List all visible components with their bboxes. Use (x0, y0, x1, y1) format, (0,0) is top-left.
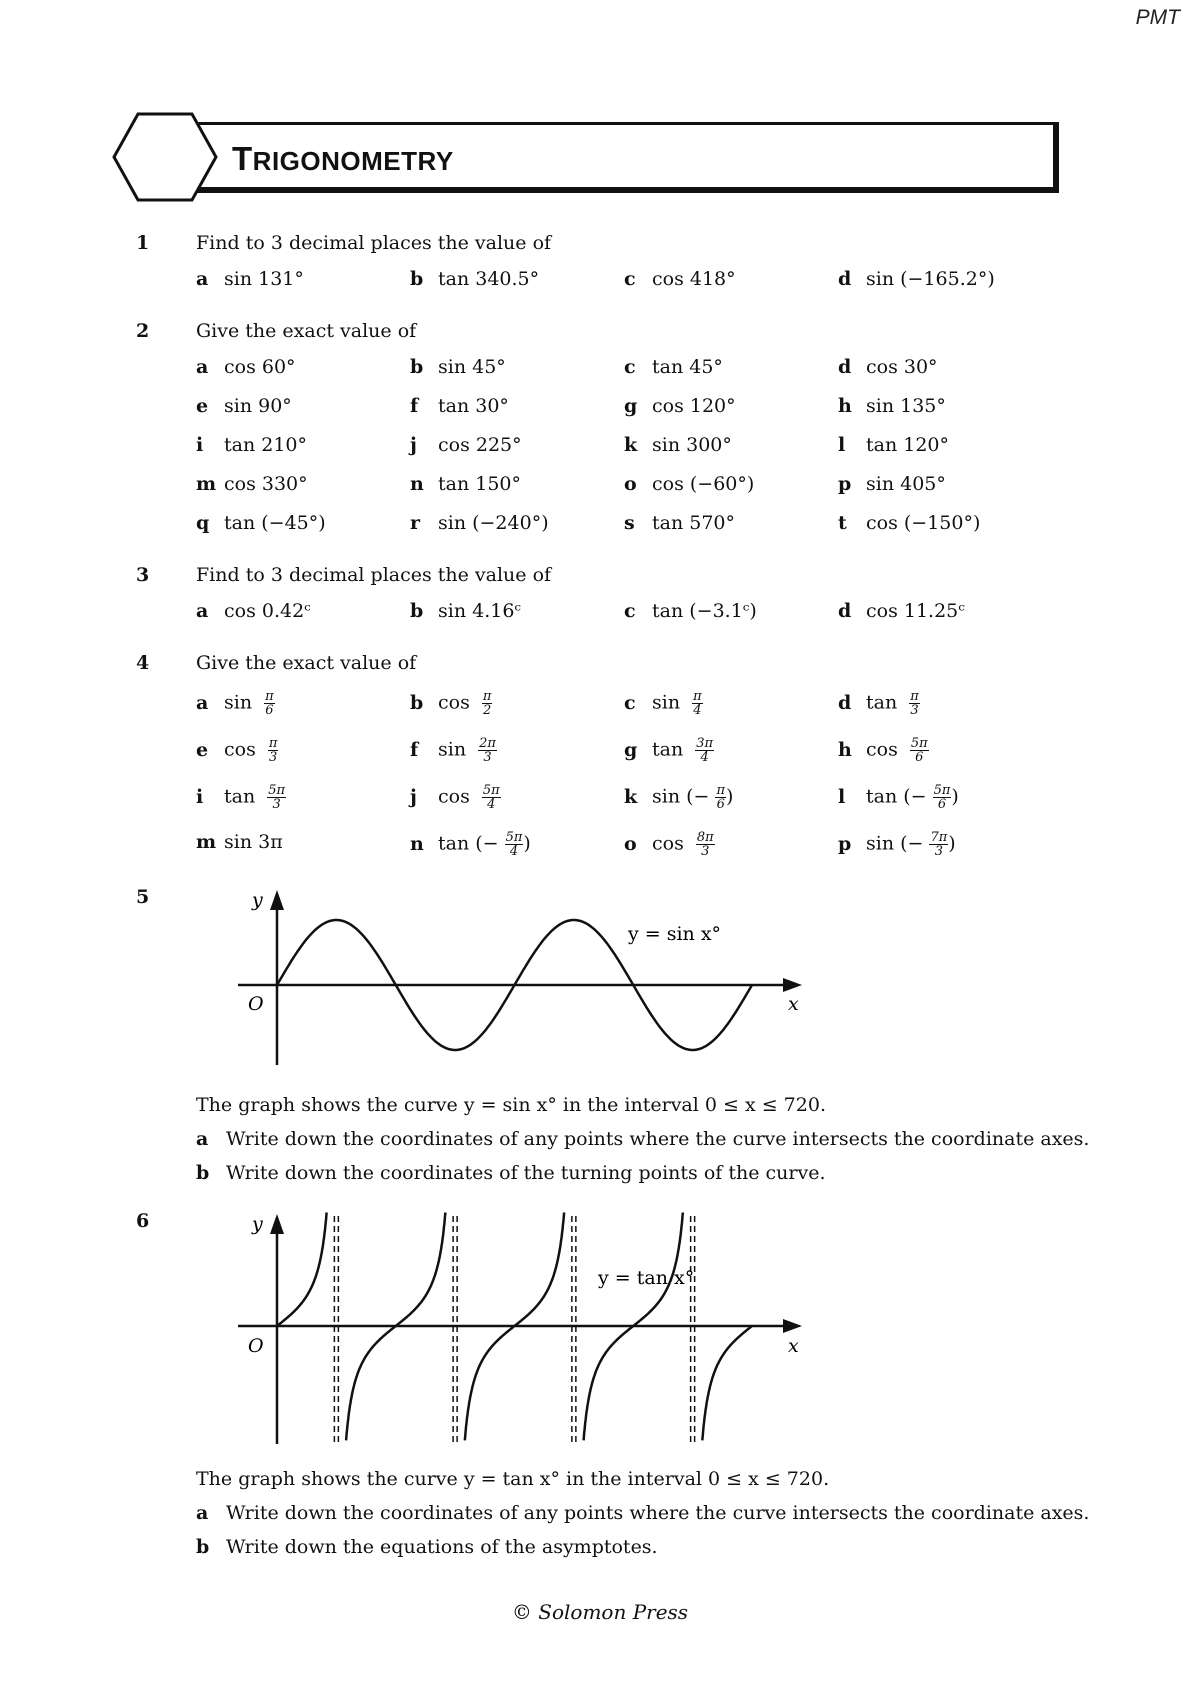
fraction: $\frac{3\pi}{4}$ (696, 736, 714, 765)
question-1-parts (0, 268, 1200, 298)
y-axis-arrow-icon (270, 1214, 284, 1234)
y-axis-arrow-icon (270, 890, 284, 910)
fraction: $\frac{\pi}{6}$ (716, 783, 726, 812)
part-item: q tan (−45°) (196, 512, 326, 534)
question-text: The graph shows the curve y = sin x° in the interval 0 ≤ x ≤ 720. (196, 1094, 826, 1116)
part-item: t cos (−150°) (838, 512, 981, 534)
part-item: m sin 3π (196, 831, 283, 853)
part-item: d tan $\frac{\pi}{3}$ (838, 689, 919, 718)
tangent-branch (702, 1326, 752, 1440)
fraction: $\frac{5\pi}{3}$ (268, 783, 286, 812)
part-item: g tan $\frac{3\pi}{4}$ (624, 736, 714, 765)
fraction: $\frac{\pi}{4}$ (693, 689, 702, 718)
part-item: m cos 330° (196, 473, 308, 495)
fraction: $\frac{5\pi}{6}$ (933, 783, 951, 812)
part-item: c sin $\frac{\pi}{4}$ (624, 689, 702, 718)
part-item: i tan 210° (196, 434, 308, 456)
part-item: p sin (− $\frac{7\pi}{3}$ ) (838, 830, 956, 859)
part-item: a Write down the coordinates of any points where the curve intersects the coordinate axes. (196, 1502, 1090, 1524)
origin-label: O (248, 993, 264, 1015)
part-item: b sin 4.16ᶜ (410, 600, 521, 622)
part-item: h cos $\frac{5\pi}{6}$ (838, 736, 928, 765)
y-axis-label: y (252, 1213, 263, 1235)
part-item: a cos 60° (196, 356, 296, 378)
part-item: h sin 135° (838, 395, 946, 417)
fraction: $\frac{\pi}{3}$ (268, 736, 278, 765)
part-item: c tan 45° (624, 356, 723, 378)
part-item: d cos 11.25ᶜ (838, 600, 965, 622)
part-item: o cos (−60°) (624, 473, 755, 495)
sine-graph (230, 880, 810, 1070)
part-item: n tan (− $\frac{5\pi}{4}$ ) (410, 830, 531, 859)
part-item: s tan 570° (624, 512, 736, 534)
question-3-parts (0, 600, 1200, 630)
fraction: $\frac{\pi}{2}$ (482, 689, 492, 718)
asymptotes (334, 1216, 694, 1442)
tangent-branch (277, 1213, 327, 1327)
curve-label: y = sin x° (628, 923, 722, 945)
x-axis-arrow-icon (783, 978, 802, 992)
x-axis-arrow-icon (783, 1319, 802, 1333)
question-number: 6 (136, 1210, 150, 1232)
x-axis-label: x (788, 993, 799, 1015)
footer-copyright: © Solomon Press (511, 1600, 689, 1624)
curve-label: y = tan x° (598, 1267, 695, 1289)
fraction: $\frac{5\pi}{4}$ (482, 783, 500, 812)
part-item: j cos 225° (410, 434, 522, 456)
part-item: o cos $\frac{8\pi}{3}$ (624, 830, 714, 859)
part-item: e cos $\frac{\pi}{3}$ (196, 736, 278, 765)
tangent-graph (230, 1204, 810, 1454)
part-item: g cos 120° (624, 395, 736, 417)
fraction: $\frac{5\pi}{6}$ (910, 736, 928, 765)
question-number: 1 (136, 232, 150, 254)
part-item: k sin 300° (624, 434, 732, 456)
question-number: 5 (136, 886, 150, 908)
hexagon-icon (110, 110, 220, 205)
fraction: $\frac{\pi}{3}$ (910, 689, 919, 718)
part-item: a sin $\frac{\pi}{6}$ (196, 689, 274, 718)
part-item: c tan (−3.1ᶜ) (624, 600, 757, 622)
question-text: Find to 3 decimal places the value of (196, 232, 552, 254)
page-title: TRIGONOMETRY (232, 140, 454, 177)
part-item: f tan 30° (410, 395, 509, 417)
origin-label: O (248, 1335, 264, 1357)
part-item: b Write down the coordinates of the turning points of the curve. (196, 1162, 826, 1184)
part-item: b Write down the equations of the asymptotes. (196, 1536, 658, 1558)
part-item: a sin 131° (196, 268, 304, 290)
question-number: 3 (136, 564, 150, 586)
part-item: r sin (−240°) (410, 512, 549, 534)
part-item: a cos 0.42ᶜ (196, 600, 311, 622)
part-item: p sin 405° (838, 473, 946, 495)
question-number: 4 (136, 652, 150, 674)
part-item: i tan $\frac{5\pi}{3}$ (196, 783, 286, 812)
question-text: The graph shows the curve y = tan x° in the interval 0 ≤ x ≤ 720. (196, 1468, 830, 1490)
part-item: b tan 340.5° (410, 268, 540, 290)
fraction: $\frac{\pi}{6}$ (265, 689, 274, 718)
part-item: l tan 120° (838, 434, 950, 456)
part-item: k sin (− $\frac{\pi}{6}$ ) (624, 783, 734, 812)
part-item: b cos $\frac{\pi}{2}$ (410, 689, 492, 718)
corner-label: PMT (1135, 6, 1180, 29)
part-item: d cos 30° (838, 356, 938, 378)
fraction: $\frac{8\pi}{3}$ (696, 830, 714, 859)
part-item: j cos $\frac{5\pi}{4}$ (410, 783, 500, 812)
part-item: n tan 150° (410, 473, 522, 495)
fraction: $\frac{7\pi}{3}$ (930, 830, 948, 859)
part-item: b sin 45° (410, 356, 506, 378)
part-item: e sin 90° (196, 395, 292, 417)
fraction: $\frac{2\pi}{3}$ (479, 736, 496, 765)
part-item: f sin $\frac{2\pi}{3}$ (410, 736, 496, 765)
question-text: Find to 3 decimal places the value of (196, 564, 552, 586)
question-text: Give the exact value of (196, 320, 417, 342)
part-item: c cos 418° (624, 268, 736, 290)
x-axis-label: x (788, 1335, 799, 1357)
fraction: $\frac{5\pi}{4}$ (505, 830, 523, 859)
part-item: d sin (−165.2°) (838, 268, 995, 290)
page-header (110, 110, 1060, 205)
question-text: Give the exact value of (196, 652, 417, 674)
part-item: l tan (− $\frac{5\pi}{6}$ ) (838, 783, 959, 812)
part-item: a Write down the coordinates of any points where the curve intersects the coordinate axes. (196, 1128, 1090, 1150)
y-axis-label: y (252, 889, 263, 911)
question-number: 2 (136, 320, 150, 342)
